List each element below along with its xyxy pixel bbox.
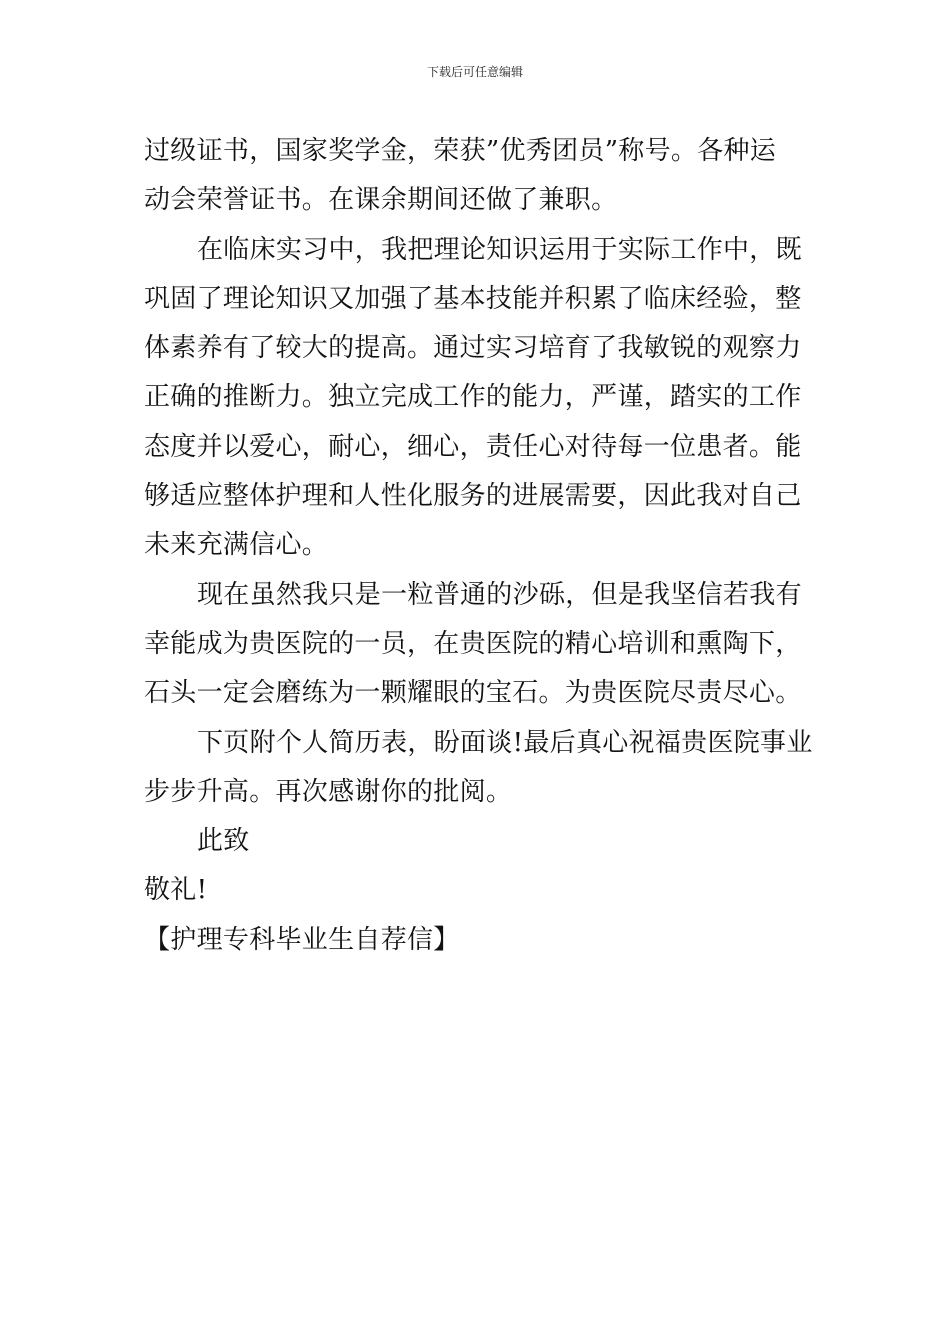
letter-body (144, 127, 814, 965)
text-line: 巩固了理论知识又加强了基本技能并积累了临床经验，整 (144, 283, 802, 314)
page-header-note: 下载后可任意编辑 (426, 65, 523, 79)
text-line: 下页附个人简历表，盼面谈!最后真心祝福贵医院事业 (197, 727, 813, 758)
text-line: 幸能成为贵医院的一员，在贵医院的精心培训和熏陶下， (144, 628, 802, 659)
text-line: 动会荣誉证书。在课余期间还做了兼职。 (144, 185, 618, 216)
closing-block (144, 817, 814, 965)
paragraph-resume-attached (144, 719, 814, 818)
paragraph-achievements (144, 127, 814, 226)
text-line: 正确的推断力。独立完成工作的能力，严谨，踏实的工作 (144, 382, 802, 413)
text-line: 现在虽然我只是一粒普通的沙砾，但是我坚信若我有 (197, 579, 802, 610)
text-line: 体素养有了较大的提高。通过实习培育了我敏锐的观察力 (144, 333, 802, 364)
text-line: 未来充满信心。 (144, 530, 329, 561)
closing-regards: 敬礼! (144, 875, 208, 906)
paragraph-clinical-internship (144, 226, 814, 571)
text-line: 过级证书，国家奖学金，荣获”优秀团员”称号。各种运 (144, 136, 777, 166)
closing-salutation: 此致 (197, 826, 250, 857)
text-line: 石头一定会磨练为一颗耀眼的宝石。为贵医院尽责尽心。 (144, 678, 802, 709)
text-line: 态度并以爱心，耐心，细心，责任心对待每一位患者。能 (144, 431, 802, 462)
text-line: 在临床实习中，我把理论知识运用于实际工作中，既 (197, 234, 802, 265)
text-line: 步步升高。再次感谢你的批阅。 (144, 776, 513, 807)
section-title: 【护理专科毕业生自荐信】 (144, 924, 460, 955)
text-line: 够适应整体护理和人性化服务的进展需要，因此我对自己 (144, 481, 802, 512)
paragraph-aspiration (144, 571, 814, 719)
